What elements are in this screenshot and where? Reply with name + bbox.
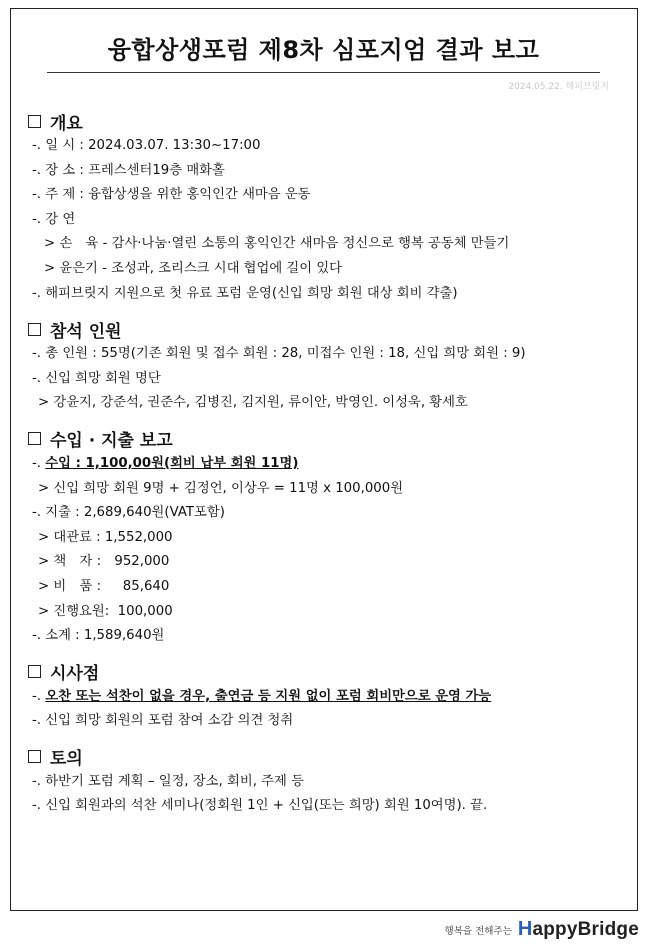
income-prefix: -. [32,455,46,471]
checkbox-square-icon [28,432,41,445]
section-heading-discussion [28,744,618,770]
checkbox-square-icon [28,323,41,336]
member-names: > 강윤지, 강준석, 권준수, 김병진, 김지원, 류이안, 박영인. 이성욱, 황세호 [38,395,468,411]
expense-item: > 진행요원: 100,000 [38,603,173,619]
report-body [28,104,618,819]
section-heading-overview [28,108,618,134]
footer-brand [445,918,639,941]
attendees-line: -. 신입 희망 회원 명단 [32,370,161,386]
discussion-line: -. 하반기 포럼 계획 – 일정, 장소, 회비, 주제 등 [32,773,304,789]
checkbox-square-icon [28,665,41,678]
overview-line: -. 해피브릿지 지원으로 첫 유료 포럼 운영(신입 희망 회원 대상 회비 갹출) [32,285,458,301]
section-title: 시사점 [50,664,100,685]
section-heading-finance [28,426,618,452]
overview-line: -. 주 제 : 융합상생을 위한 홍익인간 새마음 운동 [32,187,311,203]
highlight-prefix: -. [32,688,46,704]
expense-item: > 대관료 : 1,552,000 [38,529,173,545]
date-author: 2024.05.22. 해피브릿지 [508,82,609,92]
implication-highlight [28,685,618,710]
attendees-line: -. 총 인원 : 55명(기존 회원 및 접수 회원 : 28, 미접수 인원 : 18, 신입 희망 회원 : 9) [32,346,526,362]
finance-line: -. 소계 : 1,589,640원 [32,628,165,644]
finance-line: > 신입 희망 회원 9명 + 김정언, 이상우 = 11명 x 100,000원 [38,480,404,496]
implication-line: -. 신입 희망 회원의 포럼 참여 소감 의견 청취 [32,713,294,729]
discussion-line: -. 신입 회원과의 석찬 세미나(정회원 1인 + 신입(또는 희망) 회원 10여명). 끝. [32,798,488,814]
expense-item: > 비 품 : 85,640 [38,578,170,594]
lecture-item: > 손 육 - 감사·나눔·열린 소통의 홍익인간 새마음 정신으로 행복 공동체 만들기 [44,236,510,252]
section-title: 수입 · 지출 보고 [50,431,173,452]
logo-wordmark: appyBridge [532,919,639,940]
overview-line: -. 장 소 : 프레스센터19층 매화홀 [32,162,225,178]
lecture-item: > 윤은기 - 조성과, 조리스크 시대 협업에 길이 있다 [44,260,343,276]
section-title: 토의 [50,749,83,770]
title-divider [47,72,600,73]
overview-line: -. 강 연 [32,211,76,227]
expense-item: > 책 자 : 952,000 [38,554,170,570]
overview-line: -. 일 시 : 2024.03.07. 13:30~17:00 [32,138,261,153]
checkbox-square-icon [28,115,41,128]
highlight-text: 오찬 또는 석찬이 없을 경우, 출연금 등 지원 없이 포럼 회비만으로 운영 가능 [45,688,492,704]
happybridge-logo [518,918,639,941]
page-title: 융합상생포럼 제8차 심포지엄 결과 보고 [107,36,540,64]
checkbox-square-icon [28,750,41,763]
footer-tagline: 행복을 전해주는 [444,925,512,937]
section-title: 참석 인원 [50,321,122,342]
income-summary: 수입 : 1,100,00원(회비 납부 회원 11명) [45,455,299,471]
section-title: 개요 [50,113,83,134]
finance-line: -. 지출 : 2,689,640원(VAT포함) [32,505,225,521]
income-line [28,452,618,477]
section-heading-implications [28,659,618,685]
logo-h-letter: H [517,918,533,940]
section-heading-attendees [28,316,618,342]
